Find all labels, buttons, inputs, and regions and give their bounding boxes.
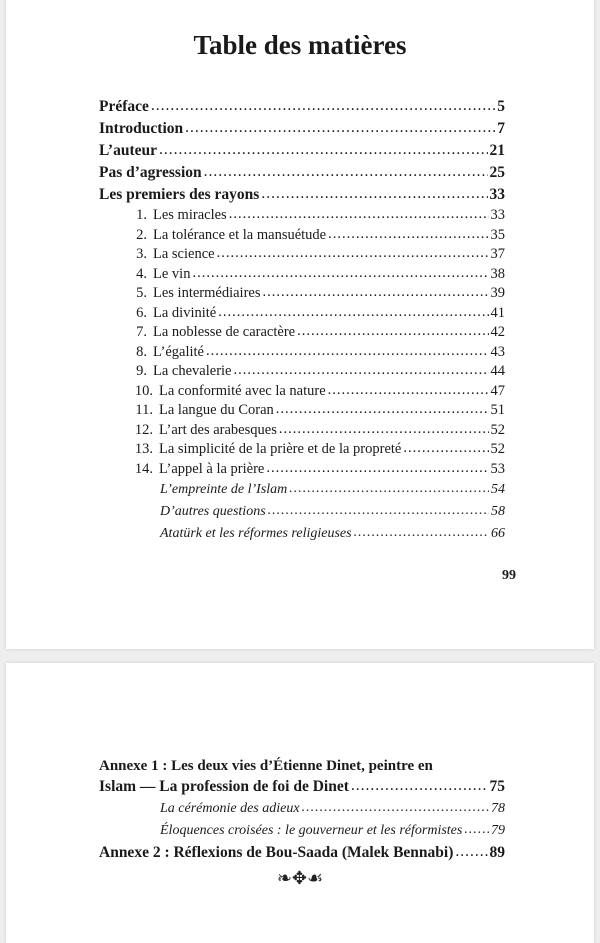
toc-entry-label: Introduction	[99, 120, 184, 137]
dot-leader	[354, 522, 489, 544]
dot-leader	[159, 139, 488, 161]
toc-entry-label: Les premiers des rayons	[99, 186, 260, 203]
toc-entry-preface[interactable]	[99, 96, 505, 118]
toc-entry-page: 58	[491, 504, 505, 519]
dot-leader	[268, 500, 489, 522]
toc-entry-label: Préface	[99, 98, 149, 115]
toc-section[interactable]	[99, 226, 505, 246]
section-number: 10.	[134, 382, 153, 399]
toc-entry-premiers-rayons[interactable]	[99, 184, 505, 206]
toc-annex-1[interactable]	[99, 776, 505, 798]
dot-leader	[455, 841, 487, 863]
toc-entry-page: 53	[490, 460, 505, 477]
toc-entry-label: La noblesse de caractère	[153, 324, 296, 340]
toc-entry-page: 42	[490, 324, 505, 340]
toc-entry-label: La cérémonie des adieux	[160, 801, 300, 816]
toc-entry-page: 25	[489, 164, 505, 181]
section-number: 1.	[136, 207, 147, 223]
toc-entry-introduction[interactable]	[99, 118, 505, 140]
section-number: 5.	[136, 285, 147, 301]
toc-entry-label: La tolérance et la mansuétude	[153, 226, 327, 243]
dot-leader	[297, 322, 488, 342]
dot-leader	[276, 400, 489, 420]
dot-leader	[328, 381, 489, 401]
toc-entry-label: L’empreinte de l’Islam	[160, 482, 288, 497]
toc-entry-label: La divinité	[153, 304, 217, 321]
toc-entry-page: 37	[490, 246, 505, 262]
toc-subsection[interactable]	[99, 798, 505, 820]
toc-entry-page: 66	[491, 526, 505, 541]
toc-annex-1-line1[interactable]: Annexe 1 : Les deux vies d’Étienne Dinet, peintre en	[99, 758, 433, 774]
toc-section[interactable]	[99, 304, 505, 324]
toc-section[interactable]	[99, 362, 505, 382]
toc-entry-page: 33	[489, 186, 505, 203]
toc-entry-label: Atatürk et les réformes religieuses	[160, 526, 352, 541]
toc-entry-page: 89	[489, 844, 505, 861]
dot-leader	[266, 459, 488, 479]
dot-leader	[206, 342, 489, 362]
toc-entry-page: 43	[490, 343, 505, 360]
toc-section[interactable]	[99, 460, 505, 480]
toc-section[interactable]	[99, 401, 505, 421]
toc-entry-label: La science	[153, 246, 215, 262]
toc-section[interactable]	[99, 421, 505, 441]
toc-entry-page: 5	[497, 98, 505, 115]
dot-leader	[218, 303, 488, 323]
dot-leader	[289, 478, 489, 500]
dot-leader	[351, 775, 488, 797]
toc-entry-page: 47	[490, 382, 505, 399]
toc-entry-page: 52	[490, 441, 505, 457]
toc-entry-label: L’art des arabesques	[159, 421, 277, 438]
page-title: Table des matières	[193, 30, 407, 60]
toc-entry-label: L’appel à la prière	[159, 460, 265, 477]
page-1	[6, 0, 594, 649]
toc-subsection[interactable]	[99, 523, 505, 545]
toc-subsection[interactable]	[99, 479, 505, 501]
section-number: 9.	[136, 363, 147, 379]
toc-entry-page: 75	[489, 778, 505, 795]
toc-entry-page: 54	[491, 482, 505, 497]
dot-leader	[233, 361, 488, 381]
toc-entry-page: 39	[490, 285, 505, 301]
toc-entry-label: Le vin	[153, 265, 191, 282]
toc-entry-auteur[interactable]	[99, 140, 505, 162]
toc-subsection[interactable]	[99, 501, 505, 523]
toc-entry-page: 21	[489, 142, 505, 159]
toc-entry-page: 7	[497, 120, 505, 137]
toc-section[interactable]	[99, 440, 505, 460]
page-2	[6, 663, 594, 943]
dot-leader	[261, 183, 487, 205]
section-number: 14.	[134, 460, 153, 477]
page-number: 99	[502, 568, 516, 583]
section-number: 11.	[135, 402, 153, 418]
toc-entry-label: La chevalerie	[153, 363, 232, 379]
toc-entry-label: La simplicité de la prière et de la propreté	[159, 441, 402, 457]
toc-entry-page: 44	[490, 363, 505, 379]
toc-entry-label: Les miracles	[153, 207, 227, 223]
toc-entry-label: Islam — La profession de foi de Dinet	[99, 778, 349, 795]
dot-leader	[263, 283, 489, 303]
toc-entry-page: 51	[490, 402, 505, 418]
toc-section[interactable]	[99, 343, 505, 363]
section-number: 6.	[136, 304, 147, 321]
section-number: 7.	[136, 324, 147, 340]
toc-entry-label: L’égalité	[153, 343, 204, 360]
toc-entry-label: La conformité avec la nature	[159, 382, 326, 399]
dot-leader	[464, 819, 489, 841]
dot-leader	[217, 244, 489, 264]
dot-leader	[328, 225, 488, 245]
toc-entry-label: L’auteur	[99, 142, 157, 159]
toc-entry-label: D’autres questions	[160, 504, 266, 519]
toc-entry-label: Annexe 2 : Réflexions de Bou-Saada (Malek Bennabi)	[99, 844, 454, 861]
dot-leader	[229, 205, 489, 225]
toc-entry-page: 33	[490, 207, 505, 223]
toc-entry-page: 79	[491, 823, 505, 838]
toc-entry-page: 78	[491, 801, 505, 816]
section-number: 8.	[136, 343, 147, 360]
dot-leader	[192, 264, 488, 284]
toc-entry-page: 35	[490, 226, 505, 243]
toc-annex-2[interactable]	[99, 842, 505, 864]
dot-leader	[185, 117, 495, 139]
toc-list	[99, 96, 505, 545]
toc-entry-page: 41	[490, 304, 505, 321]
toc-list-annexes	[99, 756, 505, 864]
section-number: 4.	[136, 265, 147, 282]
dot-leader	[204, 161, 488, 183]
toc-subsection[interactable]	[99, 820, 505, 842]
toc-entry-label: Éloquences croisées : le gouverneur et les réformistes	[160, 823, 463, 838]
toc-entry-label: Pas d’agression	[99, 164, 202, 181]
toc-section[interactable]	[99, 206, 505, 226]
section-number: 2.	[136, 226, 147, 243]
section-number: 12.	[134, 421, 153, 438]
toc-section[interactable]	[99, 265, 505, 285]
dot-leader	[403, 439, 488, 459]
toc-entry-label: Les intermédiaires	[153, 285, 261, 301]
toc-section[interactable]	[99, 323, 505, 343]
dot-leader	[151, 95, 495, 117]
section-number: 13.	[134, 441, 153, 457]
toc-entry-label: La langue du Coran	[159, 402, 274, 418]
dot-leader	[302, 797, 489, 819]
toc-entry-agression[interactable]	[99, 162, 505, 184]
toc-section[interactable]	[99, 245, 505, 265]
dot-leader	[279, 420, 489, 440]
toc-entry-page: 52	[490, 421, 505, 438]
ornament-icon: ❧✥☙	[276, 868, 324, 888]
section-number: 3.	[136, 246, 147, 262]
toc-section[interactable]	[99, 284, 505, 304]
toc-entry-page: 38	[490, 265, 505, 282]
toc-section[interactable]	[99, 382, 505, 402]
